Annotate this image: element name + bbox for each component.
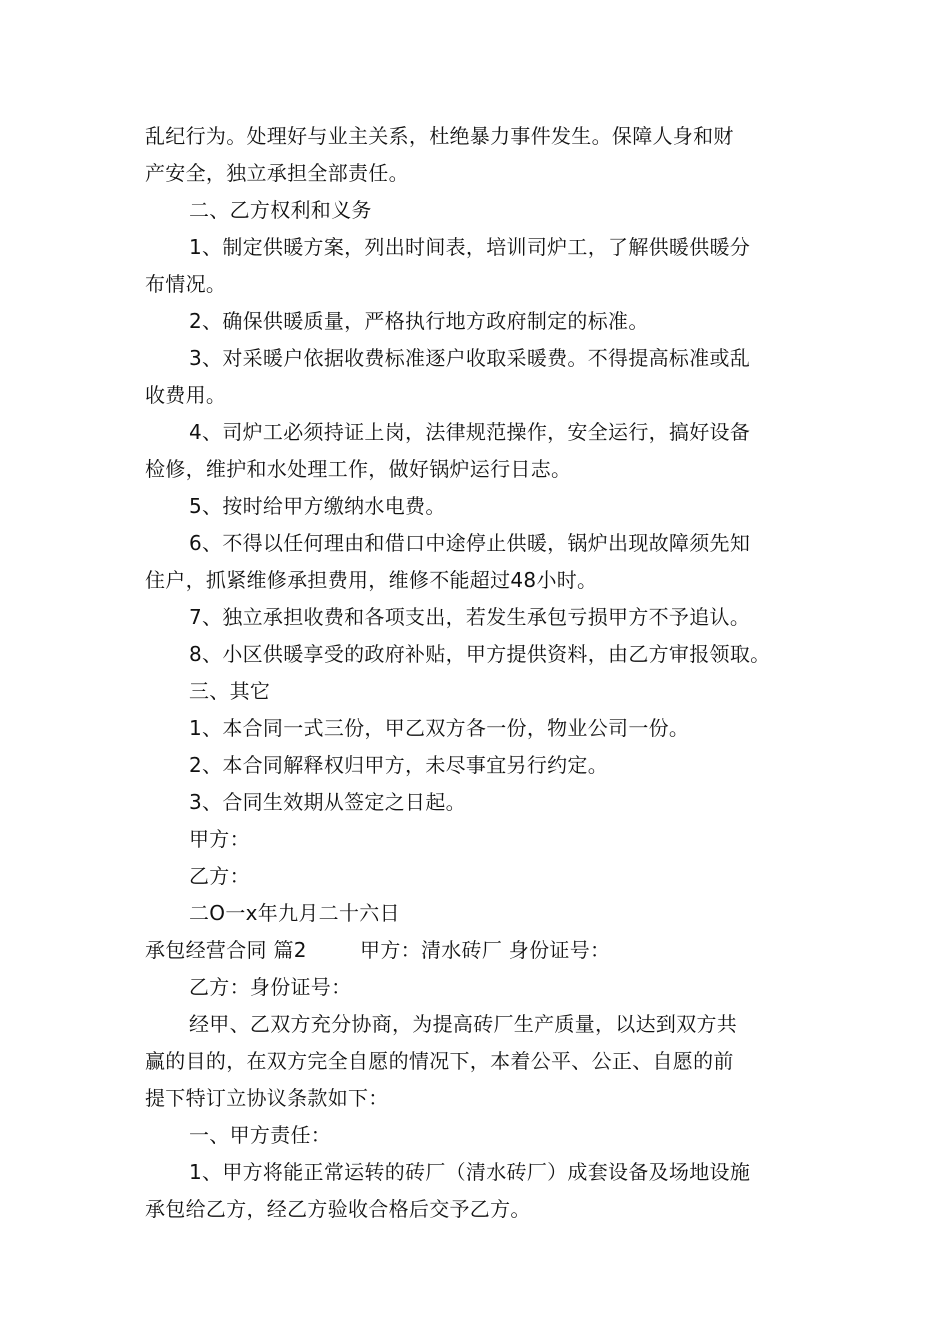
document-line: 1、制定供暖方案，列出时间表，培训司炉工，了解供暖供暖分 [189,235,751,259]
document-line: 甲方： [189,827,250,851]
document-line: 8、小区供暖享受的政府补贴，甲方提供资料，由乙方审报领取。 [189,642,771,666]
document-line: 3、合同生效期从签定之日起。 [189,790,466,814]
document-line: 收费用。 [145,383,227,407]
document-line: 7、独立承担收费和各项支出，若发生承包亏损甲方不予追认。 [189,605,751,629]
document-line: 4、司炉工必须持证上岗，法律规范操作，安全运行，搞好设备 [189,420,751,444]
document-line: 住户，抓紧维修承担费用，维修不能超过48小时。 [145,568,598,592]
document-line: 3、对采暖户依据收费标准逐户收取采暖费。不得提高标准或乱 [189,346,751,370]
document-line: 承包给乙方，经乙方验收合格后交予乙方。 [145,1197,531,1221]
document-line: 一、甲方责任： [189,1123,332,1147]
document-line: 布情况。 [145,272,227,296]
document-line: 乱纪行为。处理好与业主关系，杜绝暴力事件发生。保障人身和财 [145,124,734,148]
document-line: 1、本合同一式三份，甲乙双方各一份，物业公司一份。 [189,716,690,740]
document-line: 三、其它 [189,679,271,703]
document-line: 6、不得以任何理由和借口中途停止供暖，锅炉出现故障须先知 [189,531,751,555]
document-line: 二O一x年九月二十六日 [189,901,400,925]
document-line: 2、本合同解释权归甲方，未尽事宜另行约定。 [189,753,609,777]
document-line: 1、甲方将能正常运转的砖厂（清水砖厂）成套设备及场地设施 [189,1160,751,1184]
document-line: 承包经营合同 篇2 甲方：清水砖厂 身份证号： [145,938,611,962]
document-body [145,118,825,1228]
document-line: 检修，维护和水处理工作，做好锅炉运行日志。 [145,457,572,481]
document-line: 乙方： [189,864,250,888]
document-line: 赢的目的，在双方完全自愿的情况下，本着公平、公正、自愿的前 [145,1049,734,1073]
document-line: 乙方：身份证号： [189,975,352,999]
document-line: 经甲、乙双方充分协商，为提高砖厂生产质量，以达到双方共 [189,1012,738,1036]
document-line: 产安全，独立承担全部责任。 [145,161,409,185]
document-line: 2、确保供暖质量，严格执行地方政府制定的标准。 [189,309,649,333]
document-line: 二、乙方权利和义务 [189,198,372,222]
document-line: 提下特订立协议条款如下： [145,1086,389,1110]
document-line: 5、按时给甲方缴纳水电费。 [189,494,446,518]
